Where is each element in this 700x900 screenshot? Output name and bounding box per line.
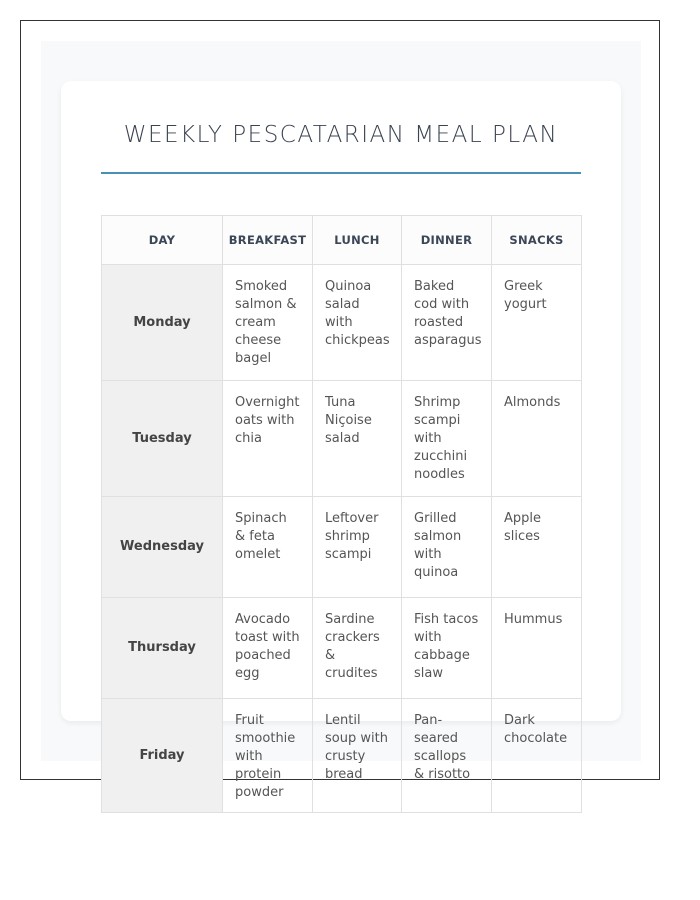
table-row <box>102 381 582 497</box>
day-cell: Wednesday <box>102 497 223 598</box>
table-row <box>102 265 582 381</box>
breakfast-cell: Fruit smoothie with protein powder <box>223 699 313 813</box>
snacks-cell: Greek yogurt <box>492 265 582 381</box>
dinner-cell: Shrimp scampi with zucchini noodles <box>402 381 492 497</box>
column-header-lunch: LUNCH <box>313 216 402 265</box>
meal-plan-table <box>101 215 582 813</box>
dinner-cell: Fish tacos with cabbage slaw <box>402 598 492 699</box>
day-cell: Tuesday <box>102 381 223 497</box>
day-cell: Friday <box>102 699 223 813</box>
table-header-row <box>102 216 582 265</box>
day-cell: Monday <box>102 265 223 381</box>
breakfast-cell: Overnight oats with chia <box>223 381 313 497</box>
column-header-breakfast: BREAKFAST <box>223 216 313 265</box>
lunch-cell: Tuna Niçoise salad <box>313 381 402 497</box>
lunch-cell: Sardine crackers & crudites <box>313 598 402 699</box>
table-row <box>102 699 582 813</box>
snacks-cell: Almonds <box>492 381 582 497</box>
dinner-cell: Grilled salmon with quinoa <box>402 497 492 598</box>
snacks-cell: Hummus <box>492 598 582 699</box>
snacks-cell: Apple slices <box>492 497 582 598</box>
breakfast-cell: Avocado toast with poached egg <box>223 598 313 699</box>
column-header-day: DAY <box>102 216 223 265</box>
column-header-snacks: SNACKS <box>492 216 582 265</box>
page-title: WEEKLY PESCATARIAN MEAL PLAN <box>123 122 559 148</box>
day-cell: Thursday <box>102 598 223 699</box>
snacks-cell: Dark chocolate <box>492 699 582 813</box>
dinner-cell: Pan-seared scallops & risotto <box>402 699 492 813</box>
lunch-cell: Lentil soup with crusty bread <box>313 699 402 813</box>
table-row <box>102 598 582 699</box>
column-header-dinner: DINNER <box>402 216 492 265</box>
breakfast-cell: Smoked salmon & cream cheese bagel <box>223 265 313 381</box>
lunch-cell: Leftover shrimp scampi <box>313 497 402 598</box>
table-row <box>102 497 582 598</box>
lunch-cell: Quinoa salad with chickpeas <box>313 265 402 381</box>
breakfast-cell: Spinach & feta omelet <box>223 497 313 598</box>
dinner-cell: Baked cod with roasted asparagus <box>402 265 492 381</box>
